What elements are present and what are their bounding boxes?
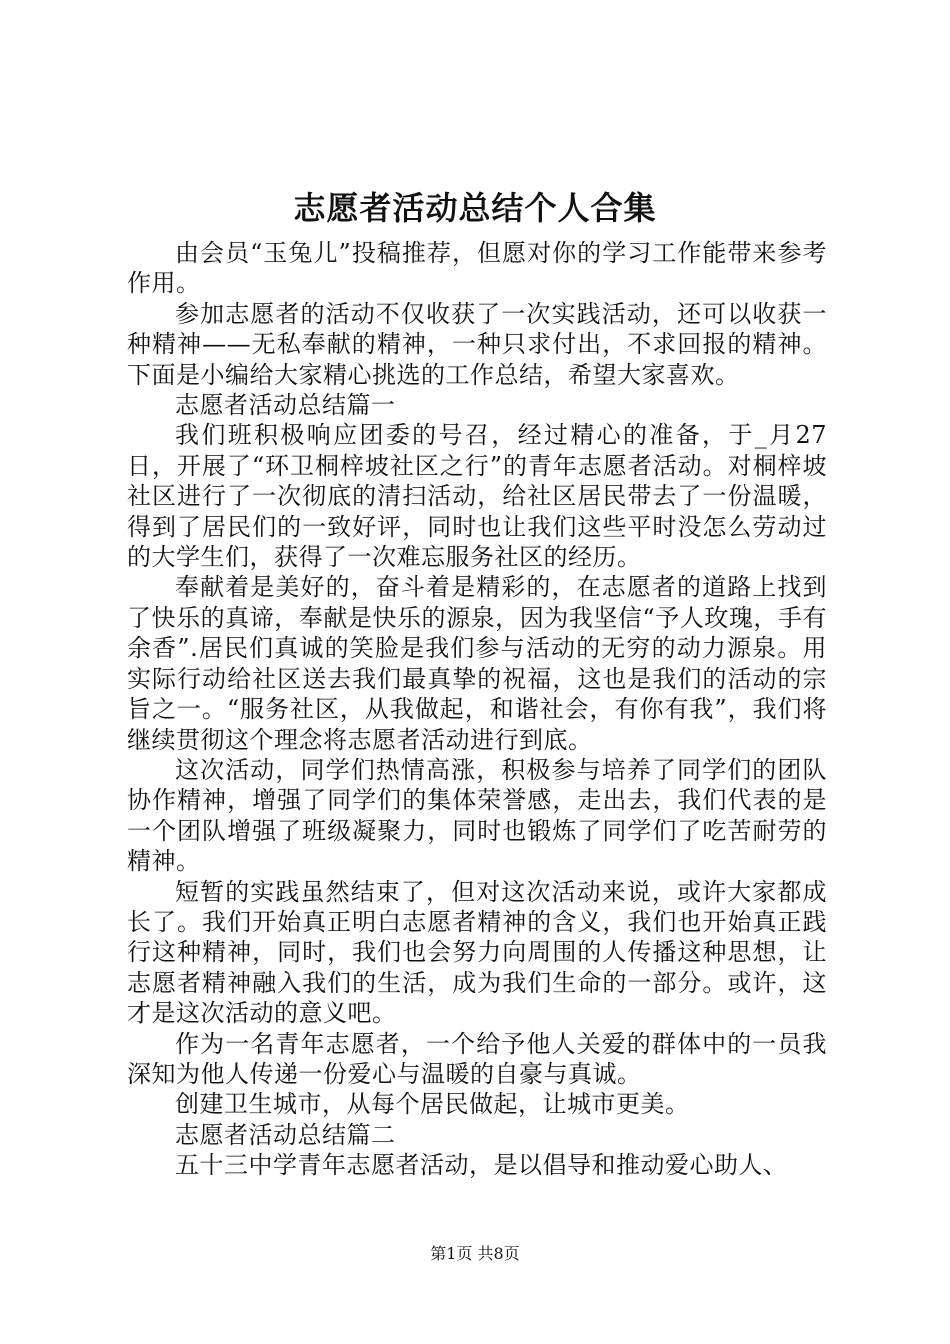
section-heading-one: 志愿者活动总结篇一 — [175, 391, 396, 420]
paragraph: 我们班积极响应团委的号召，经过精心的准备，于_月27日，开展了“环卫桐梓坡社区之行”的青年志愿者活动。对桐梓坡社区进行了一次彻底的清扫活动，给社区居民带去了一份温暖，得到了居民们的一致好评，同时也让我们这些平时没怎么劳动过的大学生们，获得了一次难忘服务社区的经历。 — [127, 421, 827, 572]
paragraph: 奉献着是美好的，奋斗着是精彩的，在志愿者的道路上找到了快乐的真谛，奉献是快乐的源泉，因为我坚信“予人玫瑰，手有余香”.居民们真诚的笑脸是我们参与活动的无穷的动力源泉。用实际行动给社区送去我们最真挚的祝福，这也是我们的活动的宗旨之一。“服务社区，从我做起，和谐社会，有你有我”，我们将继续贯彻这个理念将志愿者活动进行到底。 — [127, 573, 827, 754]
paragraph-intro: 由会员“玉兔儿”投稿推荐，但愿对你的学习工作能带来参考作用。 — [127, 239, 827, 298]
paragraph-preface: 参加志愿者的活动不仅收获了一次实践活动，还可以收获一种精神——无私奉献的精神，一种只求付出，不求回报的精神。下面是小编给大家精心挑选的工作总结，希望大家喜欢。 — [127, 299, 827, 389]
paragraph: 作为一名青年志愿者，一个给予他人关爱的群体中的一员我深知为他人传递一份爱心与温暖的自豪与真诚。 — [127, 1029, 827, 1088]
page-number-footer: 第1页 共8页 — [430, 1244, 520, 1263]
paragraph: 短暂的实践虽然结束了，但对这次活动来说，或许大家都成长了。我们开始真正明白志愿者精神的含义，我们也开始真正践行这种精神，同时，我们也会努力向周围的人传播这种思想，让志愿者精神融入我们的生活，成为我们生命的一部分。或许，这才是这次活动的意义吧。 — [127, 877, 827, 1028]
document-title: 志愿者活动总结个人合集 — [293, 189, 657, 227]
document-body — [127, 238, 827, 1181]
section-heading-two: 志愿者活动总结篇二 — [175, 1120, 396, 1149]
paragraph: 五十三中学青年志愿者活动，是以倡导和推动爱心助人、 — [175, 1151, 788, 1180]
paragraph: 这次活动，同学们热情高涨，积极参与培养了同学们的团队协作精神，增强了同学们的集体荣誉感，走出去，我们代表的是一个团队增强了班级凝聚力，同时也锻炼了同学们了吃苦耐劳的精神。 — [127, 755, 827, 876]
paragraph: 创建卫生城市，从每个居民做起，让城市更美。 — [175, 1090, 690, 1119]
